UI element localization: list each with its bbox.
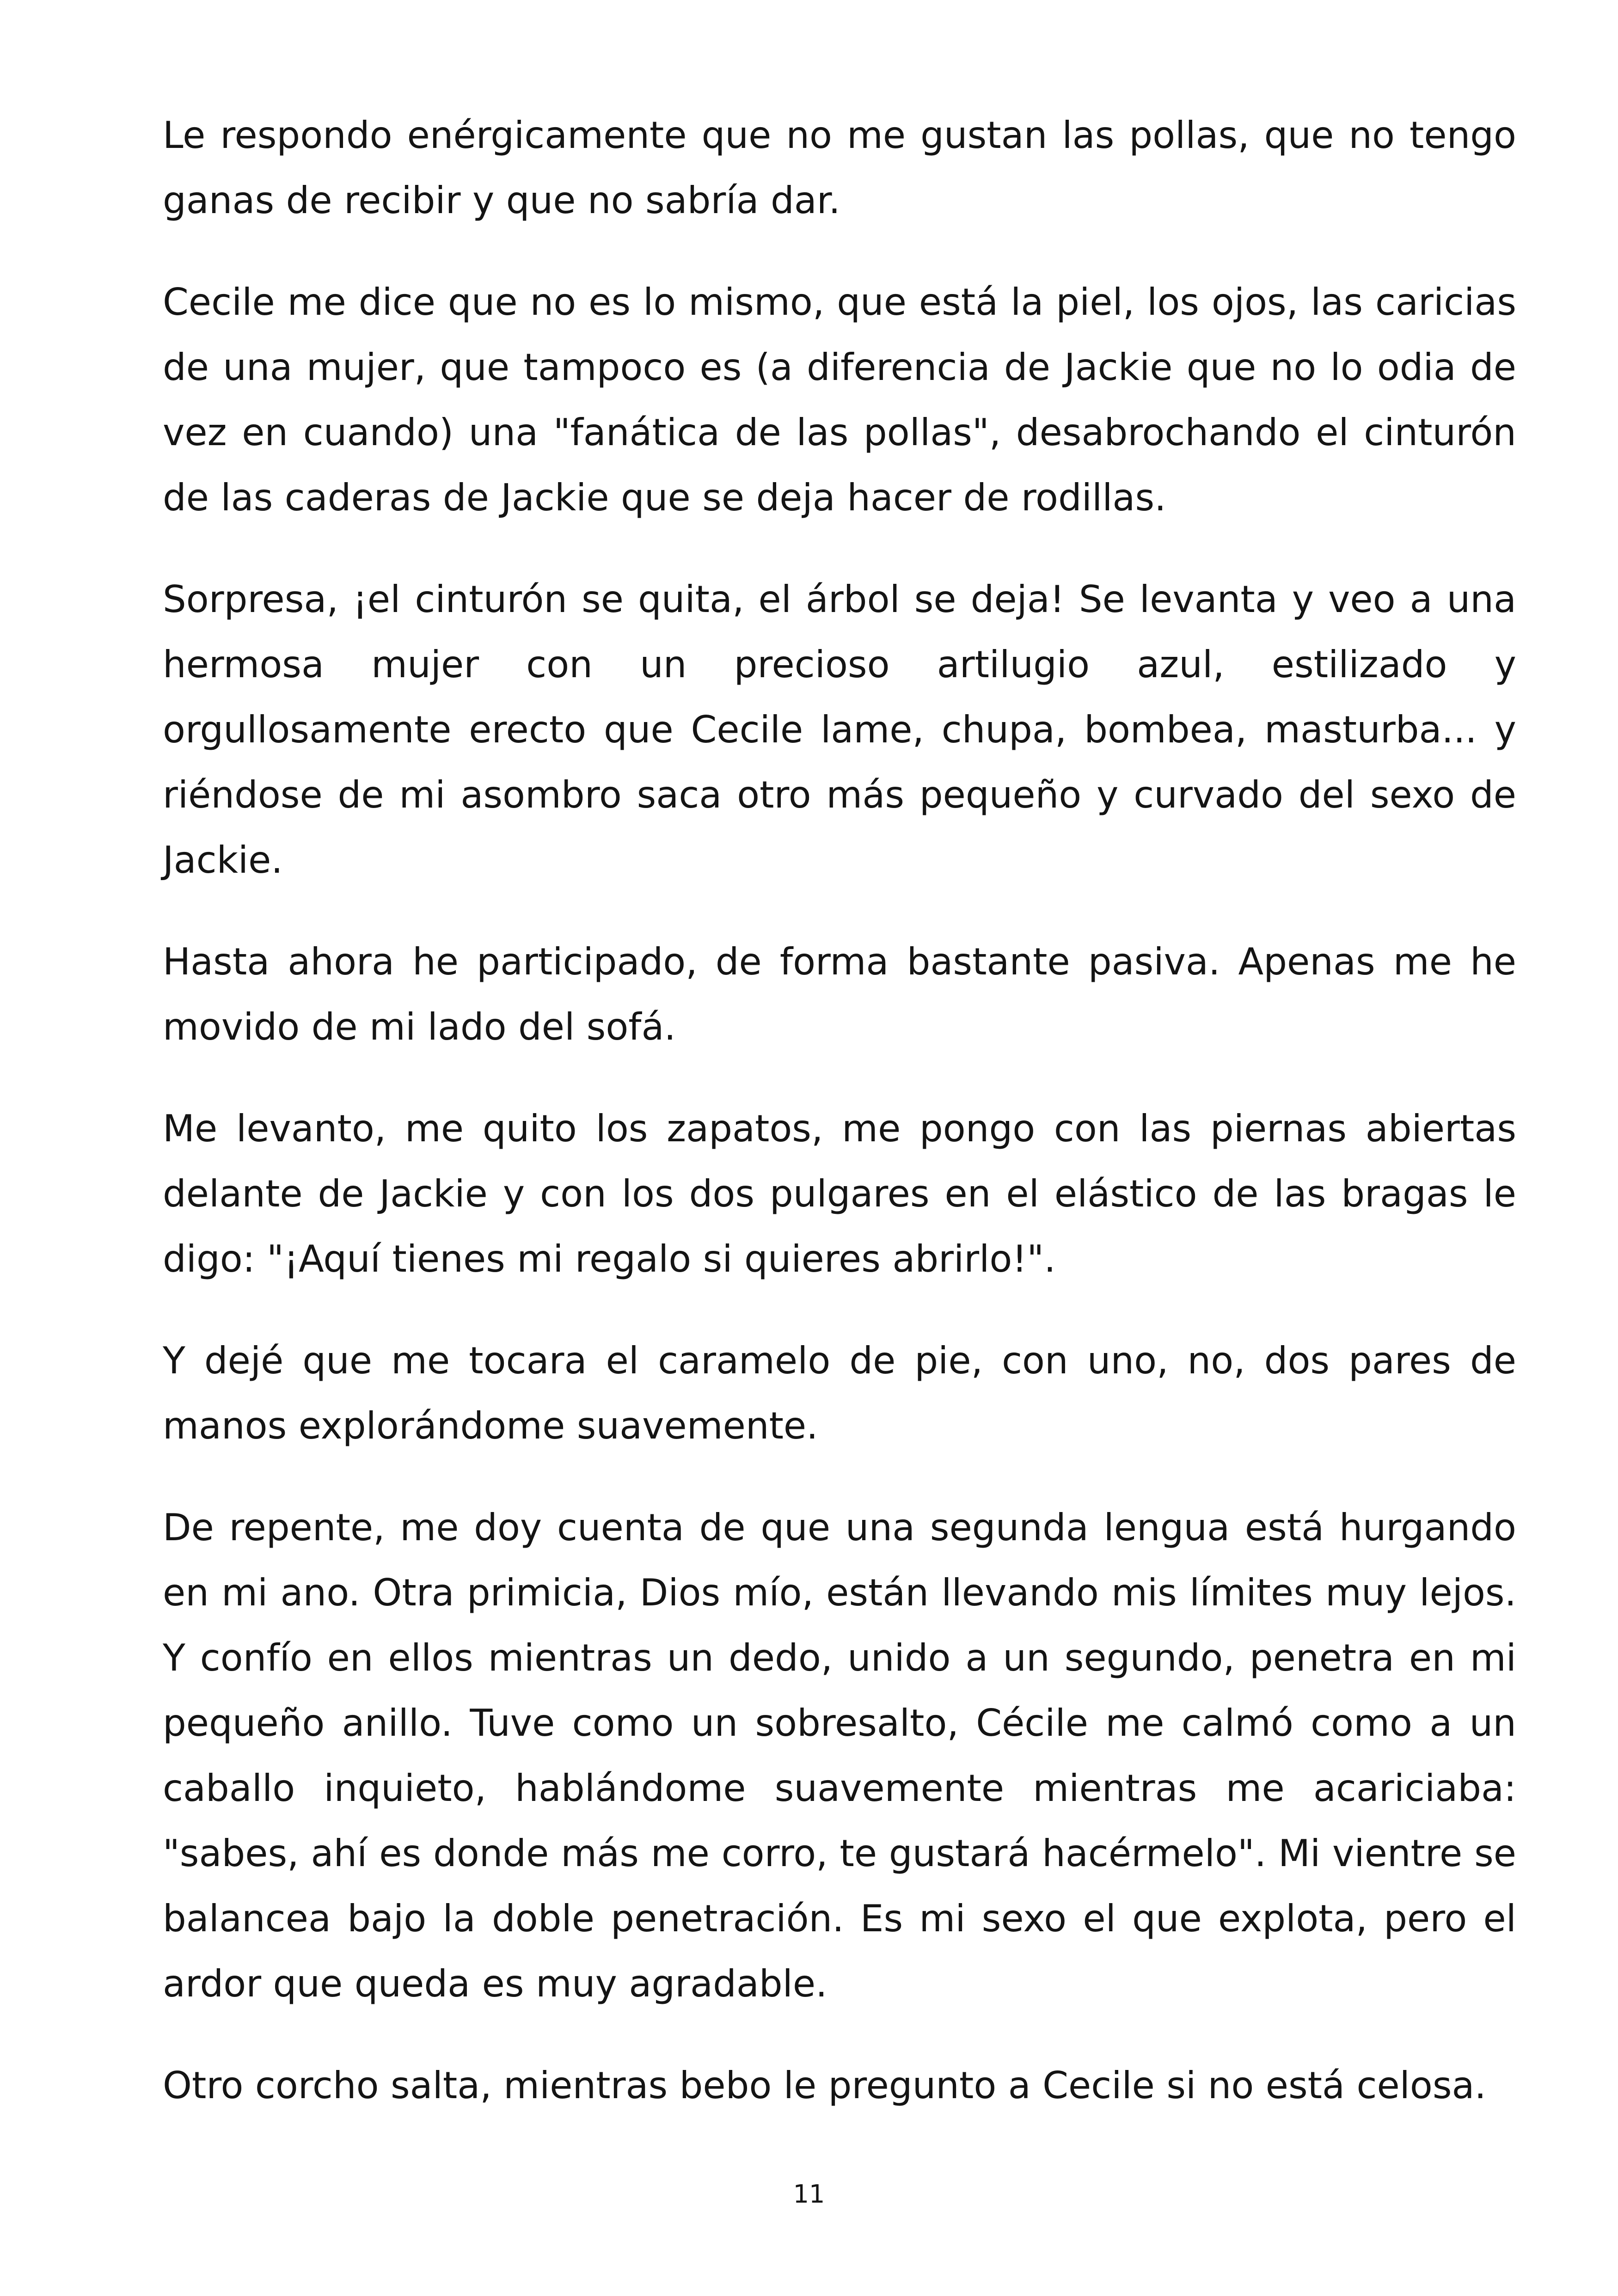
paragraph: Hasta ahora he participado, de forma bastante pasiva. Apenas me he movido de mi lado del sofá. xyxy=(163,940,1516,1048)
page-number: 11 xyxy=(793,2180,825,2209)
paragraph: Le respondo enérgicamente que no me gustan las pollas, que no tengo ganas de recibir y que no sabría dar. xyxy=(163,114,1516,222)
paragraph: Y dejé que me tocara el caramelo de pie, con uno, no, dos pares de manos explorándome suavemente. xyxy=(163,1339,1516,1447)
paragraph: De repente, me doy cuenta de que una segunda lengua está hurgando en mi ano. Otra primicia, Dios mío, están llevando mis límites muy lejos. Y confío en ellos mientras un dedo, unido a un segundo, penetra en mi pequeño anillo. Tuve como un sobresalto, Cécile me calmó como a un caballo inquieto, hablándome suavemente mientras me acariciaba: "sabes, ahí es donde más me corro, te gustará hacérmelo". Mi vientre se balancea bajo la doble penetración. Es mi sexo el que explota, pero el ardor que queda es muy agradable. xyxy=(163,1506,1516,2005)
paragraph: Sorpresa, ¡el cinturón se quita, el árbol se deja! Se levanta y veo a una hermosa mujer con un precioso artilugio azul, estilizado y orgullosamente erecto que Cecile lame, chupa, bombea, masturba... y riéndose de mi asombro saca otro más pequeño y curvado del sexo de Jackie. xyxy=(163,578,1516,882)
paragraph: Otro corcho salta, mientras bebo le pregunto a Cecile si no está celosa. xyxy=(163,2064,1486,2107)
paragraph: Cecile me dice que no es lo mismo, que está la piel, los ojos, las caricias de una mujer, que tampoco es (a diferencia de Jackie que no lo odia de vez en cuando) una "fanática de las pollas", desabrochando el cinturón de las caderas de Jackie que se deja hacer de rodillas. xyxy=(163,281,1516,519)
body-text xyxy=(163,103,1516,2155)
paragraph: Me levanto, me quito los zapatos, me pongo con las piernas abiertas delante de Jackie y con los dos pulgares en el elástico de las bragas le digo: "¡Aquí tienes mi regalo si quieres abrirlo!". xyxy=(163,1107,1516,1280)
